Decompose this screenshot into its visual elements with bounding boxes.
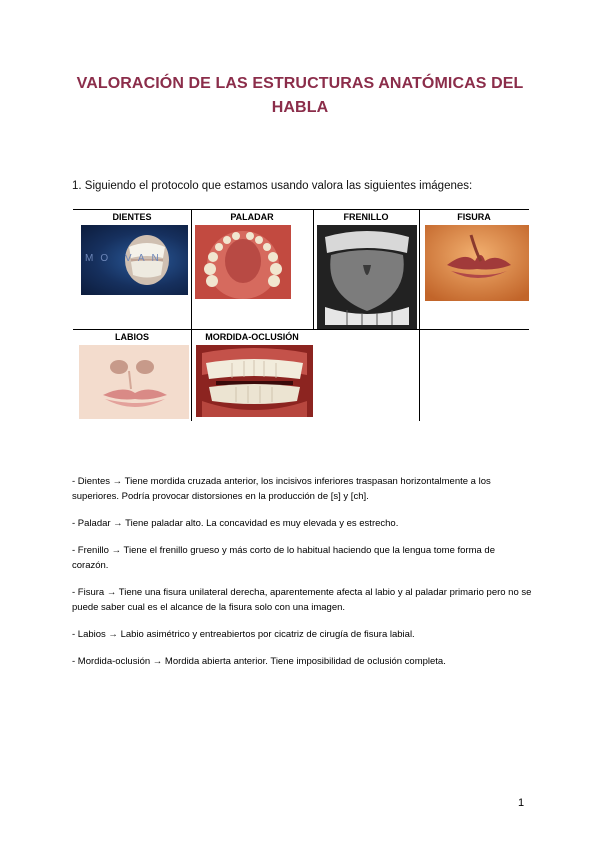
answers-list: [72, 474, 532, 681]
header-dientes: DIENTES: [112, 212, 152, 222]
answer-frenillo: - Frenillo → Tiene el frenillo grueso y más corto de lo habitual haciendo que la lengua tome forma de corazón.: [72, 545, 495, 571]
teeth-image: [81, 225, 188, 295]
answer-fisura: - Fisura → Tiene una fisura unilateral derecha, aparentemente afecta al labio y al paladar primario pero no se puede saber cual es el alcance de la fisura solo con una imagen.: [72, 587, 532, 613]
watermark-text: MO VAN: [85, 253, 166, 264]
question-text: 1. Siguiendo el protocolo que estamos usando valora las siguientes imágenes:: [72, 180, 473, 192]
palate-image: [195, 225, 291, 299]
table-col-divider: [191, 209, 192, 421]
header-frenillo: FRENILLO: [343, 212, 389, 222]
header-labios: LABIOS: [114, 332, 149, 342]
table-col-divider: [419, 209, 420, 421]
answer-paladar: - Paladar → Tiene paladar alto. La concavidad es muy elevada y es estrecho.: [72, 518, 399, 529]
lips-image: [79, 345, 189, 419]
answer-dientes: - Dientes → Tiene mordida cruzada anterior, los incisivos inferiores traspasan horizontalmente a los superiores. Podría provocar distorsiones en la producción de [s] y [ch].: [72, 476, 491, 502]
table-col-divider: [313, 209, 314, 329]
header-fisura: FISURA: [457, 212, 491, 222]
table-row-divider: [73, 329, 529, 330]
bite-occlusion-image: [196, 345, 313, 417]
answer-labios: - Labios → Labio asimétrico y entreabiertos por cicatriz de cirugía de fisura labial.: [72, 629, 415, 640]
frenulum-image: [317, 225, 417, 329]
header-paladar: PALADAR: [230, 212, 274, 222]
page-number: 1: [518, 797, 525, 809]
image-table: [73, 209, 529, 421]
table-border-top: [73, 209, 529, 210]
document-title: VALORACIÓN DE LAS ESTRUCTURAS ANATÓMICAS DEL HABLA: [76, 75, 524, 116]
answer-mordida: - Mordida-oclusión → Mordida abierta anterior. Tiene imposibilidad de oclusión completa.: [72, 656, 446, 667]
cleft-image: [425, 225, 529, 301]
header-mordida: MORDIDA-OCLUSIÓN: [205, 332, 299, 342]
